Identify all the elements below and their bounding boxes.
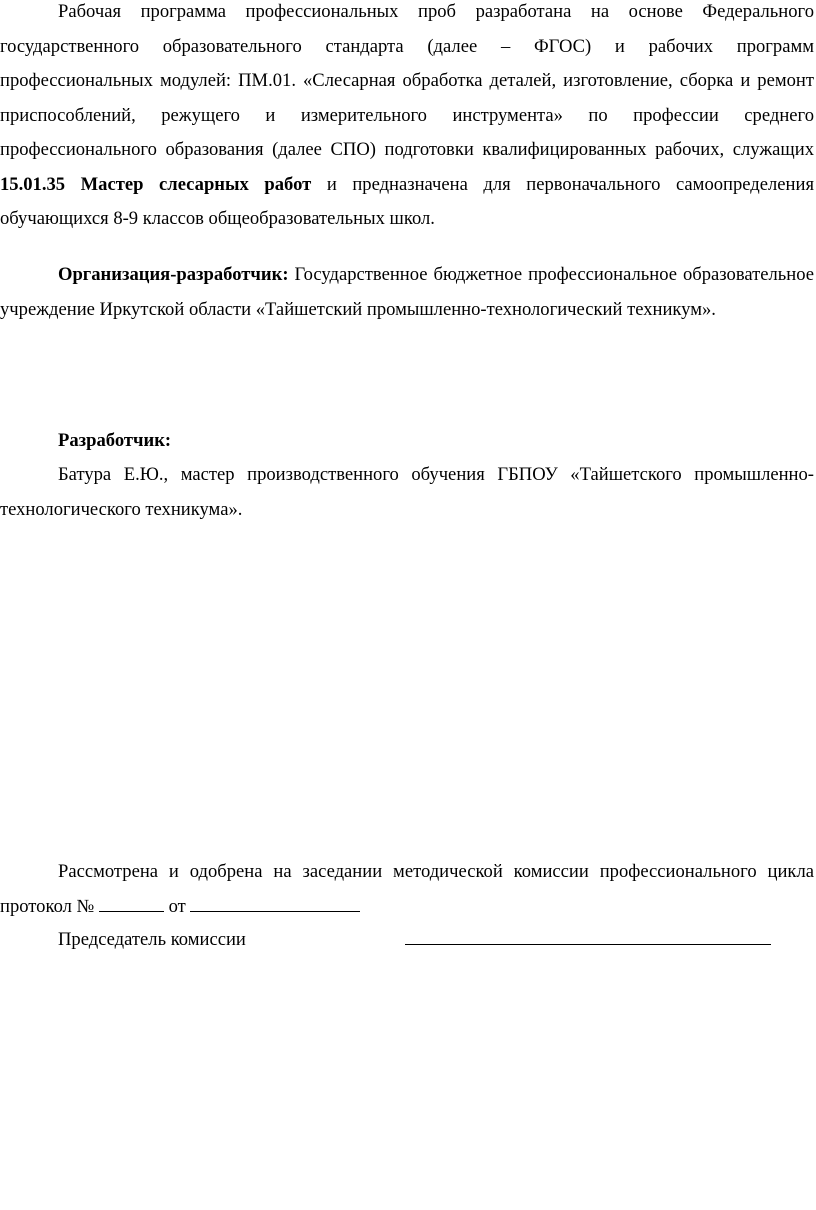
intro-text-part2: и предназначена для первоначального самоопределения обучающихся 8-9 классов общеобразовательных школ.	[0, 173, 814, 229]
organization-text: Государственное бюджетное профессиональное образовательное учреждение Иркутской области «Тайшетский промышленно-технологический техникум».	[0, 264, 814, 320]
protocol-number-field[interactable]	[99, 892, 164, 912]
chair-signature-area	[405, 923, 771, 958]
chair-signature-field[interactable]	[405, 925, 771, 945]
developer-heading	[0, 424, 814, 459]
chair-label: Председатель комиссии	[58, 929, 246, 950]
organization-label: Организация-разработчик:	[58, 264, 289, 285]
organization-paragraph	[0, 258, 814, 327]
protocol-date-field[interactable]	[190, 892, 360, 912]
intro-paragraph	[0, 0, 814, 237]
protocol-label: протокол №	[0, 895, 95, 917]
protocol-line	[0, 890, 814, 925]
developer-paragraph	[0, 458, 814, 527]
review-block	[0, 855, 814, 924]
developer-label: Разработчик:	[58, 430, 172, 451]
review-text: Рассмотрена и одобрена на заседании методической комиссии профессионального цикла	[58, 861, 814, 882]
developer-text: Батура Е.Ю., мастер производственного обучения ГБПОУ «Тайшетского промышленно-технологического техникума».	[0, 464, 814, 520]
protocol-from-label: от	[168, 895, 186, 917]
profession-code-title: 15.01.35 Мастер слесарных работ	[0, 173, 312, 195]
chair-line	[0, 923, 814, 958]
intro-text-part1: Рабочая программа профессиональных проб разработана на основе Федерального государственного образовательного стандарта (далее – ФГОС) и рабочих программ профессиональных модулей: ПМ.01. «Слесарная обработка деталей, изготовление, сборка и ремонт приспособлений, режущего и измерительного инструмента» по профессии среднего профессионального образования (далее СПО) подготовки квалифицированных рабочих, служащих	[0, 1, 814, 160]
